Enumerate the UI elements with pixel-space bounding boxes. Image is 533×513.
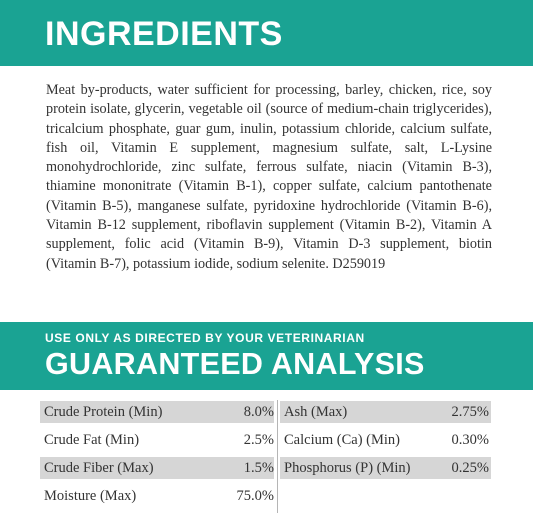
analysis-value: 1.5% [243,460,274,476]
analysis-row [40,457,274,479]
analysis-value: 8.0% [243,404,274,420]
analysis-row [40,401,274,423]
analysis-row [40,485,274,507]
analysis-label: Crude Fiber (Max) [44,460,154,476]
analysis-table-right [280,401,491,485]
analysis-value: 0.25% [451,460,489,476]
analysis-row [40,429,274,451]
analysis-row [280,401,491,423]
analysis-label: Ash (Max) [284,404,348,420]
ingredients-text: Meat by-products, water sufficient for processing, barley, chicken, rice, soy protein isolate, glycerin, vegetable oil (source of medium-chain triglycerides), tricalcium phosphate, guar gum, inulin, potassium chloride, calcium sulfate, fish oil, Vitamin E supplement, magnesium sulfate, salt, L-Lysine monohydrochloride, zinc sulfate, ferrous sulfate, niacin (Vitamin B-3), thiamine mononitrate (Vitamin B-1), copper sulfate, calcium pantothenate (Vitamin B-5), manganese sulfate, pyridoxine hydrochloride (Vitamin B-6), Vitamin B-12 supplement, riboflavin supplement (Vitamin B-2), Vitamin A supplement, folic acid (Vitamin B-9), Vitamin D-3 supplement, biotin (Vitamin B-7), potassium iodide, sodium selenite. D259019 [46,82,492,272]
column-divider [277,400,278,513]
analysis-subtitle: USE ONLY AS DIRECTED BY YOUR VETERINARIAN [45,331,365,345]
analysis-value: 0.30% [451,432,489,448]
analysis-label: Calcium (Ca) (Min) [284,432,400,448]
analysis-header [0,322,533,390]
analysis-value: 2.75% [451,404,489,420]
ingredients-title: INGREDIENTS [45,15,283,53]
analysis-title: GUARANTEED ANALYSIS [45,347,425,381]
analysis-row [280,457,491,479]
analysis-label: Crude Protein (Min) [44,404,163,420]
analysis-label: Moisture (Max) [44,488,137,504]
analysis-value: 75.0% [236,488,274,504]
analysis-table-left [40,401,274,513]
analysis-value: 2.5% [243,432,274,448]
analysis-label: Phosphorus (P) (Min) [284,460,411,476]
analysis-row [280,429,491,451]
ingredients-header [0,0,533,66]
analysis-label: Crude Fat (Min) [44,432,140,448]
